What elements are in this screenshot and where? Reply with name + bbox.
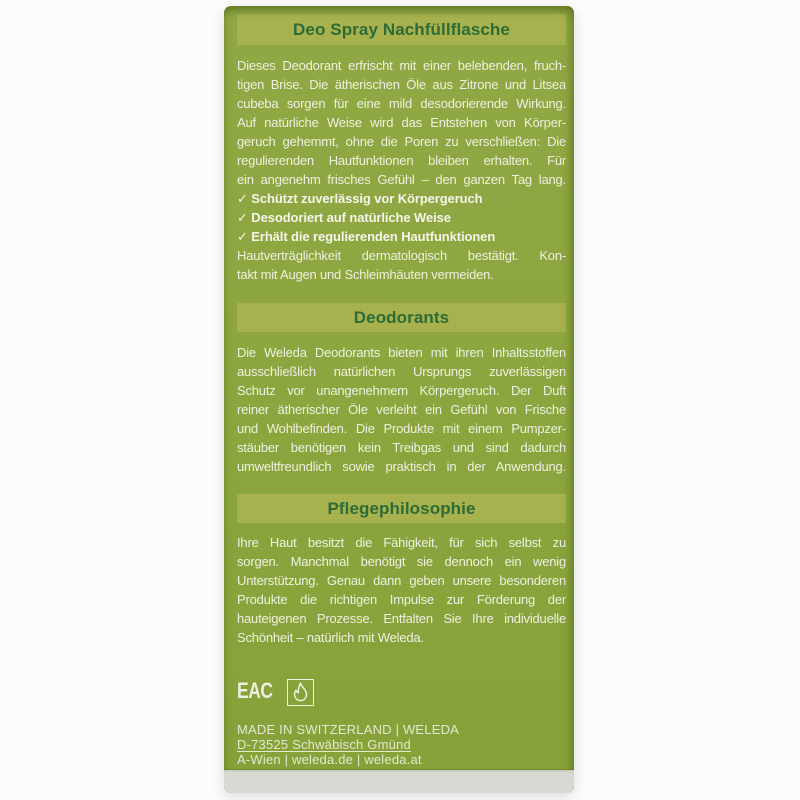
body-line: Ihre Haut besitzt die Fähigkeit, für sich selbst zu (237, 535, 566, 550)
body-line: hauteigenen Prozesse. Entfalten Sie Ihre individuelle (237, 611, 566, 626)
address-line: D-73525 Schwäbisch Gmünd (237, 737, 411, 752)
product-description (237, 56, 566, 189)
body-line: sorgen. Manchmal benötigt sie dennoch ein wenig (237, 554, 566, 569)
deodorants-description (237, 343, 566, 476)
body-line: und Wohlbefinden. Die Produkte mit einem Pumpzer- (237, 421, 566, 436)
dermatology-note (237, 246, 566, 284)
section-banner-deodorants: Deodorants (237, 303, 566, 332)
section-banner-philosophy: Pflegephilosophie (237, 494, 566, 523)
body-line: Schutz vor unangenehmem Körpergeruch. Der Duft (237, 383, 566, 398)
eac-mark-icon: EAC (237, 679, 273, 704)
websites-line: A-Wien | weleda.de | weleda.at (237, 752, 422, 767)
body-line: geruch gehemmt, ohne die Poren zu verschließen: Die (237, 134, 566, 149)
body-line: Schönheit – natürlich mit Weleda. (237, 630, 424, 645)
manufacturer-info (237, 722, 566, 767)
body-line: Die Weleda Deodorants bieten mit ihren Inhaltsstoffen (237, 345, 566, 360)
body-line: ein angenehm frisches Gefühl – den ganzen Tag lang. (237, 172, 566, 187)
flame-icon (287, 679, 314, 706)
body-line: Dieses Deodorant erfrischt mit einer belebenden, fruch- (237, 58, 566, 73)
made-in-line: MADE IN SWITZERLAND | WELEDA (237, 722, 460, 737)
section-banner-product-title: Deo Spray Nachfüllflasche (237, 14, 566, 45)
body-line: Produkte die richtigen Impulse zur Förderung der (237, 592, 566, 607)
checklist-item: ✓ Erhält die regulierenden Hautfunktionen (237, 229, 496, 244)
box-bottom-edge (224, 770, 574, 793)
checklist-item: ✓ Schützt zuverlässig vor Körpergeruch (237, 191, 483, 206)
body-line: Unterstützung. Genau dann geben unsere besonderen (237, 573, 566, 588)
body-line: takt mit Augen und Schleimhäuten vermeiden. (237, 267, 494, 282)
packaging-back-panel (224, 6, 574, 793)
body-line: umweltfreundlich sowie praktisch in der Anwendung. (237, 459, 566, 474)
body-line: Hautverträglichkeit dermatologisch bestätigt. Kon- (237, 248, 566, 263)
checklist-item: ✓ Desodoriert auf natürliche Weise (237, 210, 451, 225)
body-line: cubeba sorgen für eine mild desodorierende Wirkung. (237, 96, 566, 111)
body-line: reiner ätherischer Öle verleiht ein Gefühl von Frische (237, 402, 566, 417)
body-line: ausschließlich natürlichen Ursprungs zuverlässigen (237, 364, 566, 379)
body-line: stäuber benötigen kein Treibgas und sind dadurch (237, 440, 566, 455)
body-line: tigen Brise. Die ätherischen Öle aus Zitrone und Litsea (237, 77, 566, 92)
compliance-icons (237, 678, 566, 706)
body-line: Auf natürliche Weise wird das Entstehen von Körper- (237, 115, 566, 130)
body-line: regulierenden Hautfunktionen bleiben erhalten. Für (237, 153, 566, 168)
philosophy-description (237, 533, 566, 647)
benefits-checklist (237, 189, 566, 246)
